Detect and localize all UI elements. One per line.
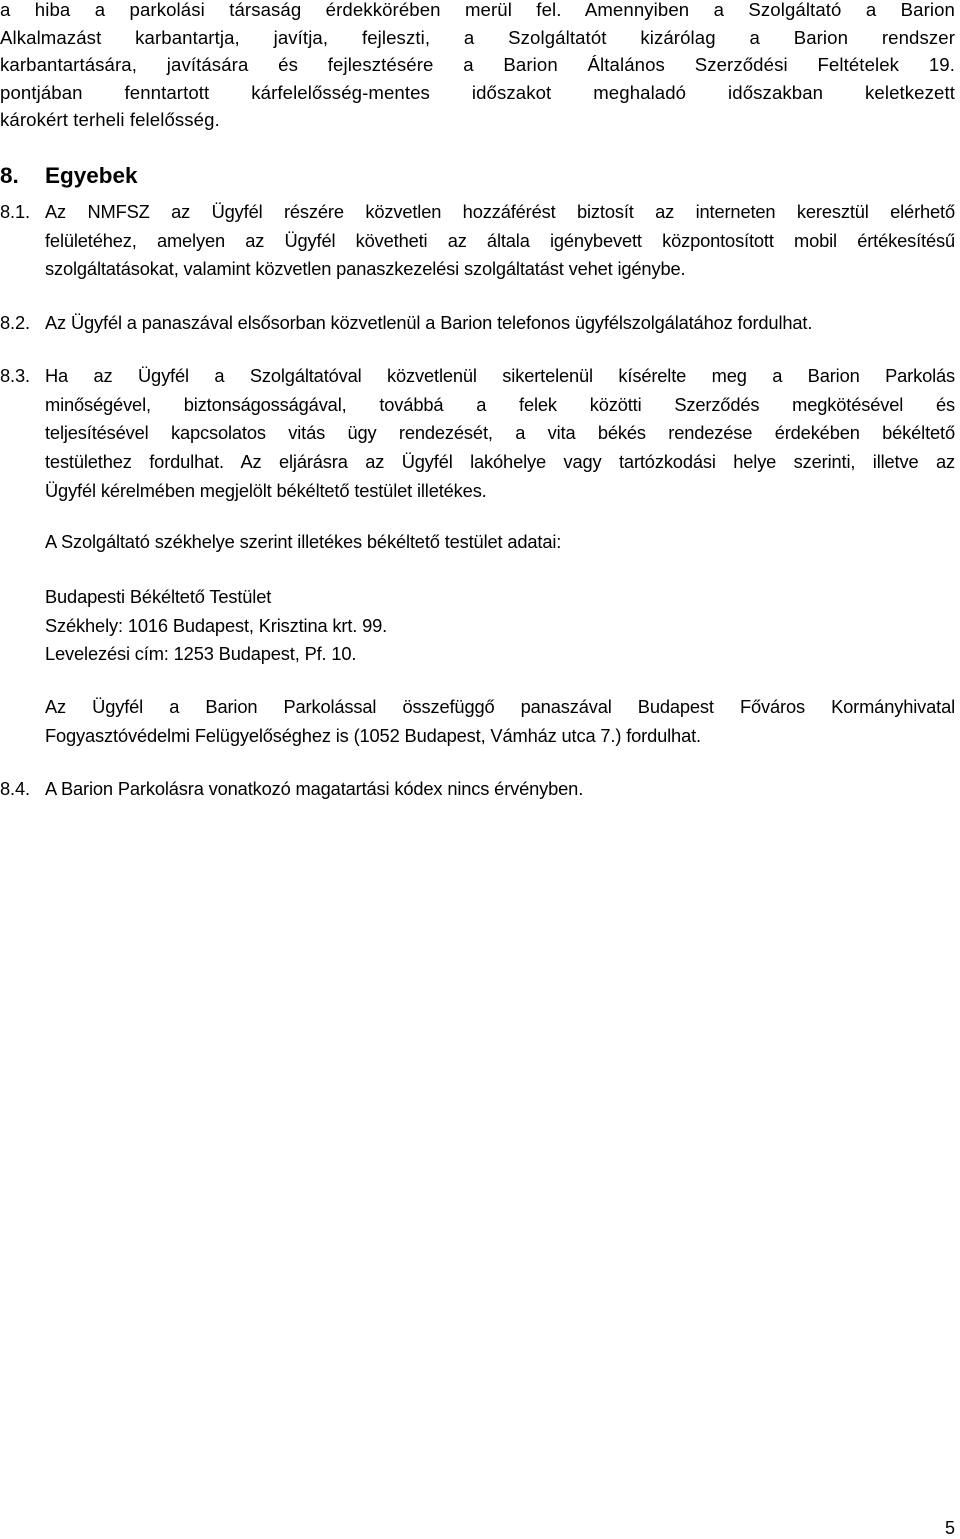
- intro-line: karbantartására, javítására és fejlesztésére a Barion Általános Szerződési Feltételek 19.: [0, 54, 955, 75]
- intro-line: Alkalmazást karbantartja, javítja, fejleszti, a Szolgáltatót kizárólag a Barion rendszer: [0, 26, 955, 48]
- intro-line: károkért terheli felelősség.: [0, 109, 220, 130]
- section-number: 8.: [0, 163, 19, 188]
- arbitration-intro-line: A Szolgáltató székhelye szerint illetékes békéltető testület adatai:: [45, 531, 562, 552]
- paragraph-number: 8.1.: [0, 201, 30, 222]
- address-line: Budapesti Békéltető Testület: [45, 586, 272, 607]
- paragraph-line: A Barion Parkolásra vonatkozó magatartási kódex nincs érvényben.: [45, 778, 584, 799]
- paragraph-line: Az NMFSZ az Ügyfél részére közvetlen hozzáférést biztosít az interneten keresztül elérhető: [45, 201, 955, 222]
- paragraph-8-3: [0, 362, 955, 506]
- consumer-protection-paragraph: [45, 693, 955, 750]
- paragraph-line: Az Ügyfél a Barion Parkolással összefüggő panaszával Budapest Főváros Kormányhivatal: [45, 696, 955, 717]
- paragraph-line: Ügyfél kérelmében megjelölt békéltető testület illetékes.: [45, 479, 487, 501]
- paragraph-8-2: [0, 309, 955, 338]
- paragraph-line: Az Ügyfél a panaszával elsősorban közvetlenül a Barion telefonos ügyfélszolgálatához fordulhat.: [45, 312, 813, 333]
- intro-line: pontjában fenntartott kárfelelősség-mentes időszakot meghaladó időszakban keletkezett: [0, 81, 955, 103]
- paragraph-line: szolgáltatásokat, valamint közvetlen panaszkezelési szolgáltatást vehet igénybe.: [45, 258, 686, 280]
- address-line: Levelezési cím: 1253 Budapest, Pf. 10.: [45, 643, 357, 665]
- paragraph-8-4: [0, 775, 955, 804]
- paragraph-line: minőségével, biztonságosságával, továbbá a felek közötti Szerződés megkötésével és: [45, 393, 955, 415]
- paragraph-line: felületéhez, amelyen az Ügyfél követheti az általa igénybevett központosított mobil értékesítésű: [45, 229, 955, 251]
- paragraph-line: Fogyasztóvédelmi Felügyelőséghez is (1052 Budapest, Vámház utca 7.) fordulhat.: [45, 724, 701, 746]
- paragraph-8-1: [0, 198, 955, 284]
- paragraph-number: 8.3.: [0, 365, 30, 386]
- address-line: Székhely: 1016 Budapest, Krisztina krt. 99.: [45, 614, 388, 636]
- paragraph-line: testülethez fordulhat. Az eljárásra az Ügyfél lakóhelye vagy tartózkodási helye szerinti, illetve az: [45, 451, 955, 473]
- paragraph-number: 8.2.: [0, 312, 30, 333]
- paragraph-number: 8.4.: [0, 778, 30, 799]
- intro-line: a hiba a parkolási társaság érdekkörében merül fel. Amennyiben a Szolgáltató a Barion: [0, 0, 955, 20]
- paragraph-line: teljesítésével kapcsolatos vitás ügy rendezését, a vita békés rendezése érdekében békéltető: [45, 422, 955, 444]
- page-number: 5: [944, 1518, 955, 1538]
- section-heading: [0, 162, 138, 190]
- paragraph-line: Ha az Ügyfél a Szolgáltatóval közvetlenül sikertelenül kísérelte meg a Barion Parkolás: [45, 365, 955, 386]
- intro-paragraph: [0, 0, 955, 134]
- arbitration-board-address: [45, 583, 955, 669]
- section-title: Egyebek: [45, 163, 138, 188]
- arbitration-board-intro: [45, 528, 955, 557]
